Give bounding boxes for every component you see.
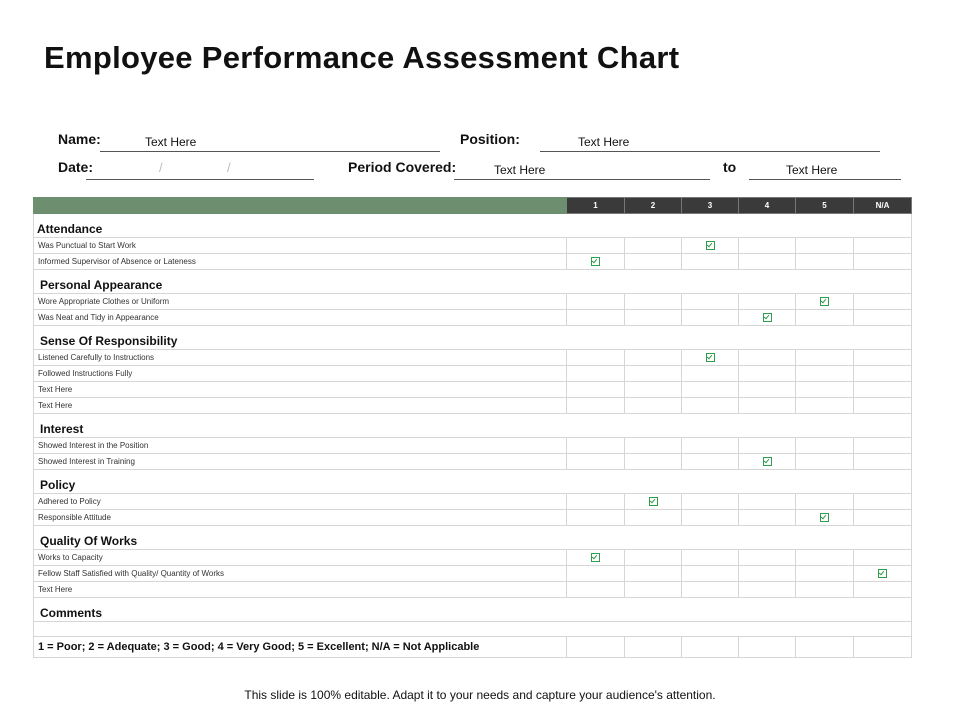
section-filler-cell [854,214,912,238]
section-row [34,470,912,494]
page-title: Employee Performance Assessment Chart [44,40,680,75]
rating-cell[interactable] [682,494,739,510]
checkbox-checked-icon [820,513,829,522]
rating-column-header: 2 [625,198,682,214]
rating-cell[interactable] [739,566,796,582]
rating-cell[interactable] [739,238,796,254]
rating-cell[interactable] [854,382,912,398]
rating-column-header: N/A [854,198,912,214]
rating-cell[interactable] [854,454,912,470]
criteria-label: Text Here [34,382,567,398]
criteria-row [34,350,912,366]
assessment-table [33,197,912,658]
section-filler-cell [796,470,854,494]
criteria-label: Informed Supervisor of Absence or Lateness [34,254,567,270]
rating-cell[interactable] [854,494,912,510]
rating-column-header: 5 [796,198,854,214]
criteria-label: Works to Capacity [34,550,567,566]
section-filler-cell [796,326,854,350]
rating-cell[interactable] [567,294,625,310]
criteria-label: Showed Interest in Training [34,454,567,470]
rating-cell[interactable] [739,350,796,366]
section-filler-cell [567,526,625,550]
rating-cell[interactable] [682,438,739,454]
rating-cell[interactable] [567,494,625,510]
criteria-label: Wore Appropriate Clothes or Uniform [34,294,567,310]
section-filler-cell [625,598,682,622]
rating-cell[interactable] [739,510,796,526]
rating-column-header: 1 [567,198,625,214]
rating-cell[interactable] [796,510,854,526]
comments-cell[interactable] [34,622,912,637]
legend-filler-cell [796,637,854,658]
table-header-row [34,198,912,214]
section-filler-cell [625,270,682,294]
criteria-row [34,254,912,270]
section-title: Interest [34,414,567,438]
criteria-row [34,310,912,326]
rating-cell[interactable] [682,510,739,526]
legend-filler-cell [682,637,739,658]
section-filler-cell [854,526,912,550]
section-filler-cell [625,326,682,350]
rating-cell[interactable] [625,398,682,414]
section-filler-cell [567,214,625,238]
section-filler-cell [682,470,739,494]
rating-cell[interactable] [682,238,739,254]
date-separator: / [159,160,163,175]
rating-cell[interactable] [567,310,625,326]
rating-cell[interactable] [854,550,912,566]
rating-cell[interactable] [854,254,912,270]
rating-cell[interactable] [625,366,682,382]
section-filler-cell [625,414,682,438]
rating-cell[interactable] [625,382,682,398]
rating-cell[interactable] [625,582,682,598]
checkbox-checked-icon [706,353,715,362]
section-filler-cell [567,470,625,494]
name-field[interactable] [100,137,440,152]
section-filler-cell [854,414,912,438]
criteria-row [34,238,912,254]
criteria-label: Listened Carefully to Instructions [34,350,567,366]
section-title: Personal Appearance [34,270,567,294]
section-title: Policy [34,470,567,494]
section-filler-cell [739,598,796,622]
rating-cell[interactable] [739,438,796,454]
period-to-field[interactable] [749,165,901,180]
section-filler-cell [567,598,625,622]
section-row [34,270,912,294]
criteria-row [34,294,912,310]
rating-cell[interactable] [739,254,796,270]
section-title: Quality Of Works [34,526,567,550]
period-covered-label: Period Covered: [348,159,457,175]
rating-cell[interactable] [567,566,625,582]
criteria-label: Text Here [34,582,567,598]
section-row [34,414,912,438]
checkbox-checked-icon [591,257,600,266]
rating-cell[interactable] [854,238,912,254]
rating-column-header: 3 [682,198,739,214]
rating-cell[interactable] [796,454,854,470]
checkbox-checked-icon [820,297,829,306]
checkbox-checked-icon [878,569,887,578]
rating-cell[interactable] [682,582,739,598]
header-criteria-cell [34,198,567,214]
rating-cell[interactable] [854,398,912,414]
criteria-row [34,366,912,382]
legend-filler-cell [854,637,912,658]
section-row [34,326,912,350]
rating-cell[interactable] [854,438,912,454]
rating-cell[interactable] [739,582,796,598]
date-label: Date: [58,159,94,175]
rating-cell[interactable] [682,350,739,366]
criteria-label: Showed Interest in the Position [34,438,567,454]
section-filler-cell [567,414,625,438]
rating-cell[interactable] [796,582,854,598]
rating-cell[interactable] [625,438,682,454]
rating-cell[interactable] [739,294,796,310]
criteria-label: Was Punctual to Start Work [34,238,567,254]
section-filler-cell [854,326,912,350]
criteria-label: Was Neat and Tidy in Appearance [34,310,567,326]
section-filler-cell [739,214,796,238]
rating-cell[interactable] [739,454,796,470]
period-from-value: Text Here [494,163,546,177]
checkbox-checked-icon [763,457,772,466]
name-value: Text Here [145,135,197,149]
rating-cell[interactable] [682,550,739,566]
rating-cell[interactable] [796,494,854,510]
rating-cell[interactable] [796,294,854,310]
rating-cell[interactable] [739,310,796,326]
criteria-row [34,438,912,454]
rating-cell[interactable] [625,566,682,582]
rating-cell[interactable] [567,382,625,398]
criteria-row [34,454,912,470]
criteria-label: Responsible Attitude [34,510,567,526]
to-label: to [723,159,737,175]
criteria-row [34,398,912,414]
legend-filler-cell [739,637,796,658]
section-filler-cell [739,326,796,350]
rating-cell[interactable] [567,350,625,366]
criteria-row [34,550,912,566]
rating-cell[interactable] [854,294,912,310]
rating-cell[interactable] [739,398,796,414]
rating-cell[interactable] [854,366,912,382]
rating-cell[interactable] [567,510,625,526]
rating-cell[interactable] [739,494,796,510]
rating-cell[interactable] [682,398,739,414]
section-filler-cell [625,526,682,550]
section-filler-cell [796,214,854,238]
rating-cell[interactable] [682,310,739,326]
position-field[interactable] [540,137,880,152]
rating-cell[interactable] [567,438,625,454]
name-label: Name: [58,131,101,147]
rating-cell[interactable] [625,510,682,526]
rating-cell[interactable] [625,550,682,566]
section-filler-cell [796,598,854,622]
legend-row [34,637,912,658]
criteria-row [34,566,912,582]
criteria-label: Adhered to Policy [34,494,567,510]
rating-cell[interactable] [682,366,739,382]
criteria-label: Fellow Staff Satisfied with Quality/ Quantity of Works [34,566,567,582]
section-filler-cell [625,470,682,494]
rating-cell[interactable] [682,454,739,470]
rating-cell[interactable] [739,382,796,398]
section-filler-cell [796,270,854,294]
rating-cell[interactable] [796,550,854,566]
rating-cell[interactable] [796,254,854,270]
rating-cell[interactable] [567,238,625,254]
rating-cell[interactable] [682,382,739,398]
section-row [34,598,912,622]
legend-filler-cell [567,637,625,658]
rating-cell[interactable] [567,366,625,382]
section-row [34,526,912,550]
rating-cell[interactable] [796,398,854,414]
section-filler-cell [682,214,739,238]
section-filler-cell [739,470,796,494]
section-filler-cell [682,526,739,550]
date-separator: / [227,160,231,175]
rating-cell[interactable] [796,438,854,454]
rating-cell[interactable] [796,310,854,326]
criteria-row [34,494,912,510]
criteria-row [34,582,912,598]
checkbox-checked-icon [706,241,715,250]
section-filler-cell [739,414,796,438]
section-filler-cell [682,326,739,350]
checkbox-checked-icon [763,313,772,322]
legend-filler-cell [625,637,682,658]
rating-cell[interactable] [682,294,739,310]
section-row [34,214,912,238]
section-filler-cell [796,414,854,438]
section-title: Sense Of Responsibility [34,326,567,350]
period-from-field[interactable] [454,165,710,180]
rating-cell[interactable] [796,566,854,582]
rating-cell[interactable] [854,582,912,598]
rating-cell[interactable] [796,350,854,366]
rating-cell[interactable] [796,238,854,254]
section-filler-cell [567,326,625,350]
position-value: Text Here [578,135,630,149]
section-filler-cell [739,526,796,550]
rating-cell[interactable] [739,366,796,382]
criteria-row [34,382,912,398]
rating-cell[interactable] [854,566,912,582]
rating-cell[interactable] [567,582,625,598]
rating-cell[interactable] [625,310,682,326]
section-filler-cell [625,214,682,238]
position-label: Position: [460,131,520,147]
section-filler-cell [567,270,625,294]
rating-cell[interactable] [739,550,796,566]
checkbox-checked-icon [591,553,600,562]
rating-cell[interactable] [682,254,739,270]
section-filler-cell [739,270,796,294]
rating-cell[interactable] [682,566,739,582]
period-to-value: Text Here [786,163,838,177]
rating-cell[interactable] [625,238,682,254]
rating-cell[interactable] [567,398,625,414]
rating-cell[interactable] [625,294,682,310]
criteria-label: Followed Instructions Fully [34,366,567,382]
rating-cell[interactable] [796,382,854,398]
rating-cell[interactable] [796,366,854,382]
date-field[interactable] [86,165,314,180]
rating-cell[interactable] [854,510,912,526]
section-title: Comments [34,598,567,622]
section-filler-cell [682,270,739,294]
section-filler-cell [854,470,912,494]
rating-legend: 1 = Poor; 2 = Adequate; 3 = Good; 4 = Very Good; 5 = Excellent; N/A = Not Applicable [34,637,567,658]
rating-column-header: 4 [739,198,796,214]
footer-note: This slide is 100% editable. Adapt it to your needs and capture your audience's attention. [244,688,716,702]
section-title: Attendance [34,214,567,238]
criteria-row [34,510,912,526]
section-filler-cell [796,526,854,550]
criteria-label: Text Here [34,398,567,414]
rating-cell[interactable] [854,310,912,326]
rating-cell[interactable] [567,454,625,470]
section-filler-cell [854,598,912,622]
section-filler-cell [682,598,739,622]
rating-cell[interactable] [625,350,682,366]
section-filler-cell [854,270,912,294]
rating-cell[interactable] [625,494,682,510]
rating-cell[interactable] [625,454,682,470]
rating-cell[interactable] [625,254,682,270]
rating-cell[interactable] [854,350,912,366]
rating-cell[interactable] [567,254,625,270]
checkbox-checked-icon [649,497,658,506]
comments-row [34,622,912,637]
rating-cell[interactable] [567,550,625,566]
section-filler-cell [682,414,739,438]
